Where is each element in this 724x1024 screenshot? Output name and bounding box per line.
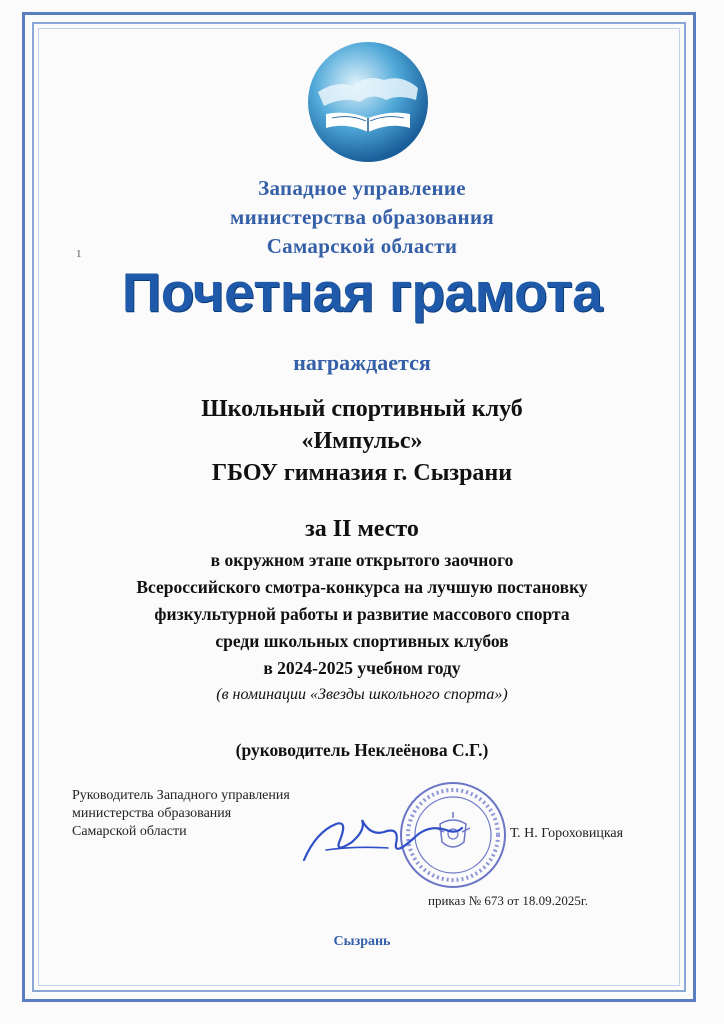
handwritten-signature [296,802,466,872]
org-line-1: Западное управление [258,176,466,200]
description-line: среди школьных спортивных клубов [215,631,509,651]
order-reference: приказ № 673 от 18.09.2025г. [428,893,588,908]
globe-book-emblem-icon [306,40,430,164]
org-line-2: министерства образования [229,205,495,229]
signatory-name: Т. Н. Гороховицкая [510,826,624,841]
org-line-3: Самарской области [266,234,458,258]
leader-text: (руководитель Неклеёнова С.Г.) [235,740,489,760]
recipient-line-1: Школьный спортивный клуб [201,396,523,422]
signatory-title-line-3: Самарской области [72,824,187,839]
description-line: в окружном этапе открытого заочного [210,550,514,570]
place-text: за II место [305,516,419,542]
recipient-line-3: ГБОУ гимназия г. Сызрани [211,460,513,486]
certificate-title: Почетная грамота [121,261,603,323]
description-line: Всероссийского смотра-конкурса на лучшую постановку [136,577,588,597]
nomination-text: (в номинации «Звезды школьного спорта») [216,686,508,703]
recipient-line-2: «Импульс» [301,428,423,454]
signatory-title-line-1: Руководитель Западного управления [72,788,290,803]
awarded-label: награждается [293,350,431,375]
description-line: физкультурной работы и развитие массового спорта [154,604,570,624]
margin-mark: 1 [76,248,82,260]
signatory-title-line-2: министерства образования [72,806,232,821]
description-line: в 2024-2025 учебном году [263,658,461,678]
city-name: Сызрань [333,934,391,949]
